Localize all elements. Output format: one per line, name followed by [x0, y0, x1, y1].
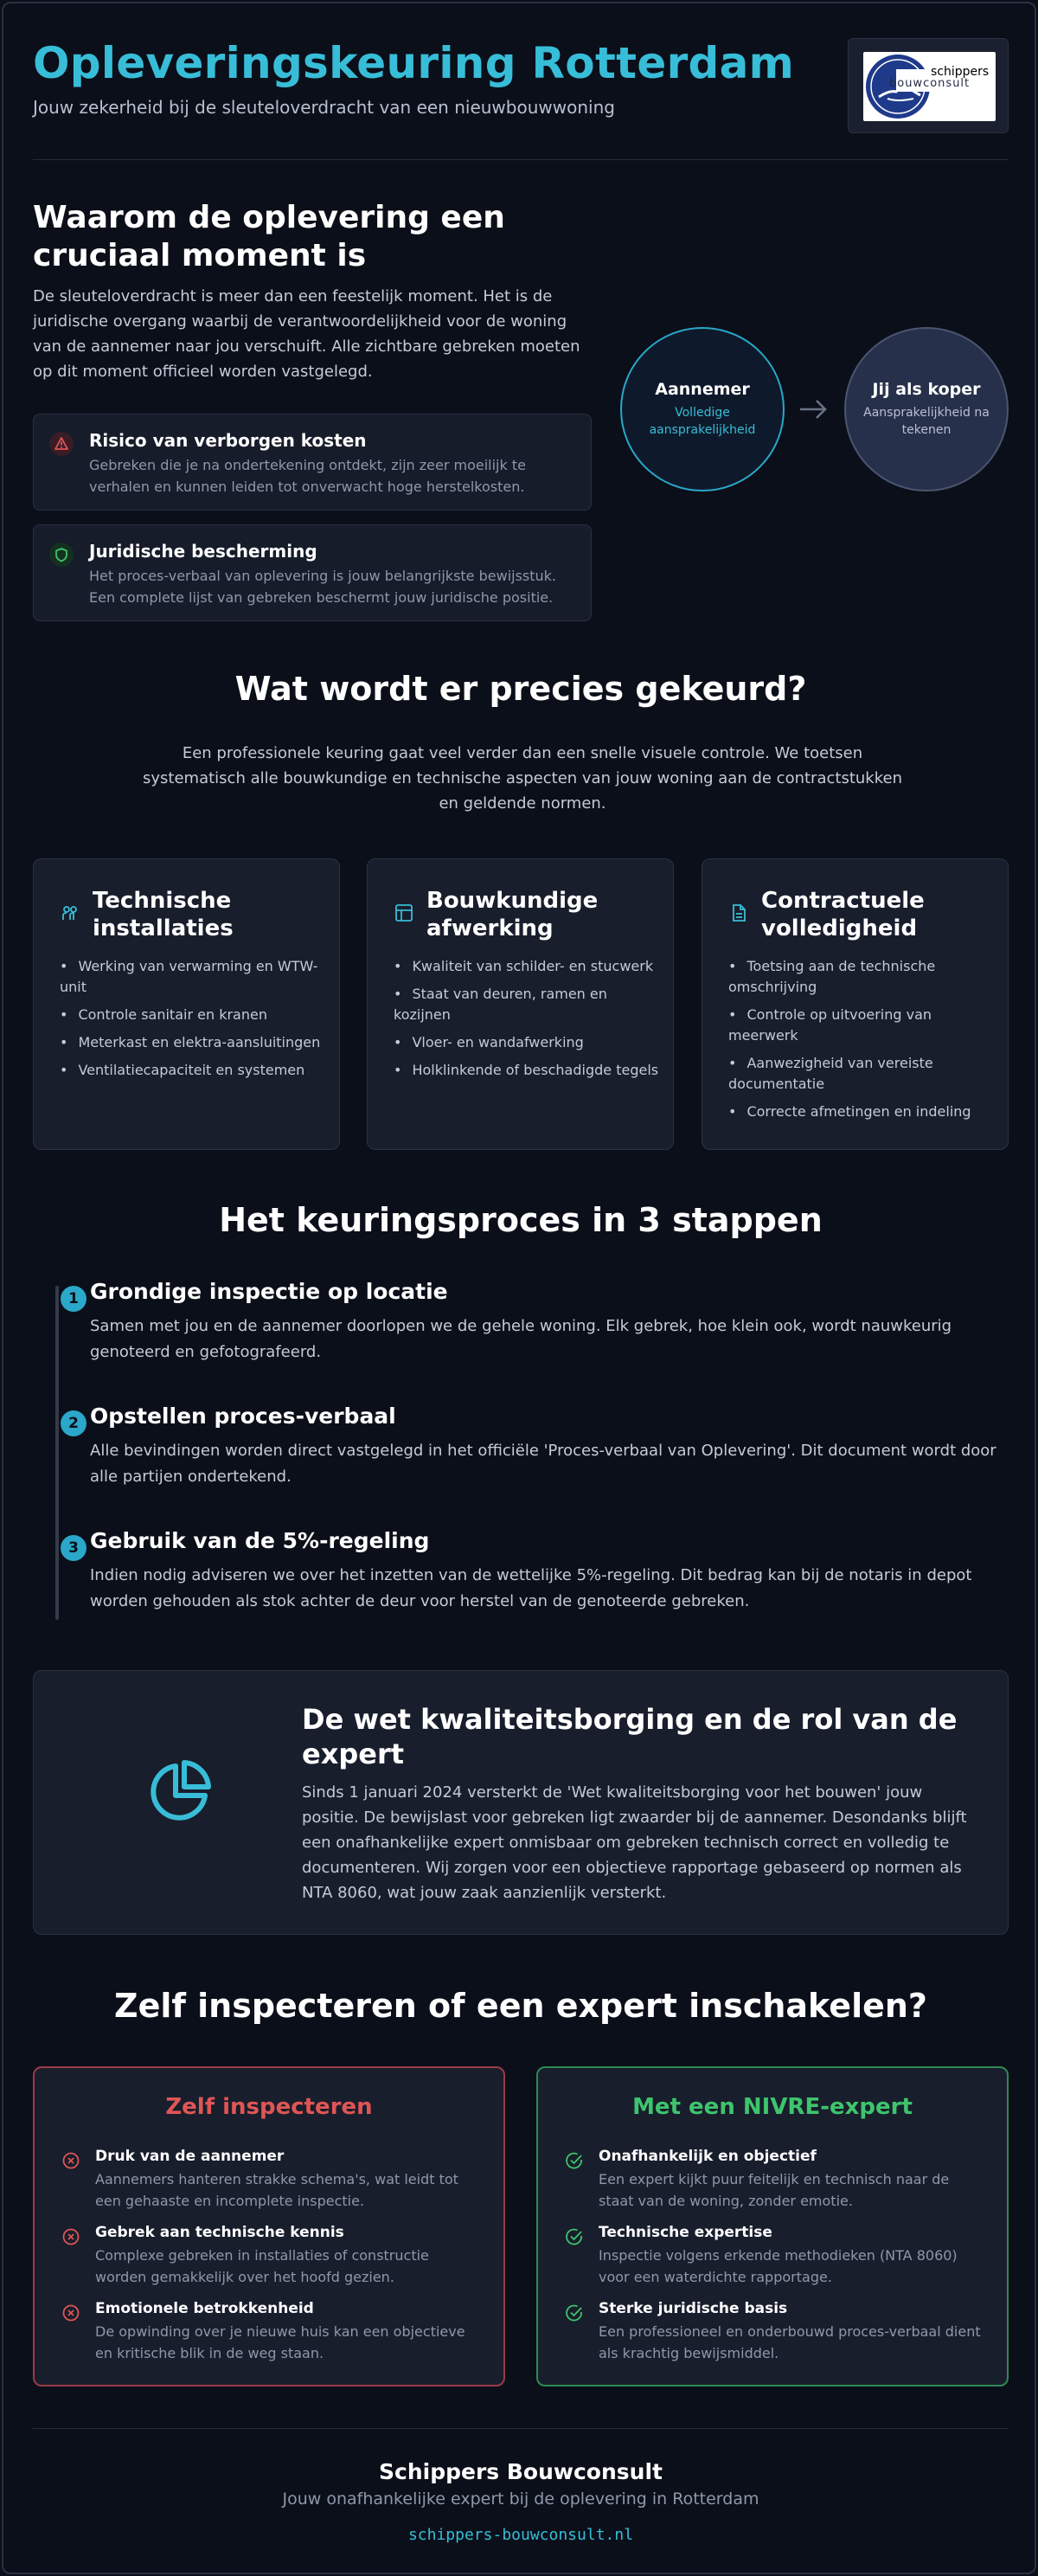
- law-text: Sinds 1 januari 2024 versterkt de 'Wet kwaliteitsborging voor het bouwen' jouw positie. De bewijslast voor gebreken ligt zwaarder bij de aannemer. Desondanks blijft een onafhankelijke expert onmisbaar om gebreken technisch correct en volledig te documenteren. Wij zorgen voor een objectieve rapportage gebaseerd op normen als NTA 8060, wat jouw zaak aanzienlijk versterkt.: [302, 1783, 967, 1902]
- list-item: • Vloer- en wandafwerking: [394, 1032, 662, 1053]
- card-list: [394, 956, 662, 1088]
- contractor-circle: [620, 327, 785, 491]
- law-section: [33, 1670, 1009, 1935]
- info-box-text: Het proces-verbaal van oplevering is jouw belangrijkste bewijsstuk. Een complete lijst van gebreken beschermt jouw juridische positie.: [89, 568, 557, 606]
- info-box-text: Gebreken die je na ondertekening ontdekt, zijn zeer moeilijk te verhalen en kunnen leiden tot onverwacht hoge herstelkosten.: [89, 457, 526, 495]
- process-heading: Het keuringsproces in 3 stappen: [219, 1201, 823, 1239]
- installation-icon: [60, 903, 80, 923]
- column-title: Zelf inspecteren: [165, 2094, 373, 2120]
- card-contractueel: [702, 858, 1009, 1150]
- svg-text:bouwconsult: bouwconsult: [889, 77, 971, 90]
- contractor-subtitle: Volledige aansprakelijkheid: [649, 406, 756, 437]
- why-section: [33, 199, 1009, 632]
- list-item: • Controle sanitair en kranen: [60, 1005, 328, 1025]
- process-steps: [33, 1279, 1009, 1625]
- check-circle-icon: [566, 2304, 583, 2322]
- item-text: Aannemers hanteren strakke schema's, wat leidt tot een gehaaste en incomplete inspectie.: [95, 2171, 458, 2209]
- x-circle-icon: [62, 2304, 80, 2322]
- divider: [33, 2428, 1009, 2429]
- card-title: Contractuele volledigheid: [761, 888, 925, 941]
- divider: [33, 159, 1009, 160]
- footer-company: Schippers Bouwconsult: [379, 2459, 663, 2484]
- why-heading: Waarom de oplevering een cruciaal moment is: [33, 200, 505, 273]
- footer-tagline: Jouw onafhankelijke expert bij de oplevering in Rotterdam: [282, 2489, 759, 2509]
- arrow-right-icon: [798, 396, 829, 422]
- what-section: [33, 670, 1009, 708]
- item-text: Een professioneel en onderbouwd proces-verbaal dient als krachtig bewijsmiddel.: [599, 2323, 981, 2361]
- chart-pie-icon: [144, 1757, 214, 1827]
- card-installaties: [33, 858, 340, 1150]
- inspection-cards: [33, 858, 1009, 1150]
- buyer-subtitle: Aansprakelijkheid na tekenen: [863, 406, 990, 437]
- buyer-title: Jij als koper: [872, 380, 981, 399]
- process-section: [33, 1201, 1009, 1239]
- list-item: • Staat van deuren, ramen en kozijnen: [394, 984, 662, 1025]
- page-subtitle: Jouw zekerheid bij de sleuteloverdracht van een nieuwbouwwoning: [33, 97, 615, 118]
- footer: [33, 2459, 1009, 2544]
- what-intro: Een professionele keuring gaat veel verder dan een snelle visuele controle. We toetsen systematisch alle bouwkundige en technische aspecten van jouw woning aan de contractstukken en geldende normen.: [143, 744, 902, 813]
- list-item: • Werking van verwarming en WTW-unit: [60, 956, 328, 998]
- x-circle-icon: [62, 2152, 80, 2169]
- check-circle-icon: [566, 2152, 583, 2169]
- list-item: • Controle op uitvoering van meerwerk: [728, 1005, 996, 1046]
- law-heading: De wet kwaliteitsborging en de rol van de expert: [302, 1703, 958, 1770]
- shield-icon: [49, 543, 74, 567]
- compare-section: [33, 1987, 1009, 2025]
- timeline-line: [55, 1286, 59, 1620]
- info-box-title: Juridische bescherming: [89, 541, 317, 562]
- item-title: Gebrek aan technische kennis: [95, 2224, 344, 2241]
- info-box-risk: [33, 414, 592, 511]
- expert-column: [536, 2066, 1009, 2386]
- company-logo: [863, 52, 996, 121]
- self-inspect-column: [33, 2066, 505, 2386]
- info-box-legal: [33, 524, 592, 621]
- why-text: De sleuteloverdracht is meer dan een feestelijk moment. Het is de juridische overgang waarbij de verantwoordelijkheid voor de woning van de aannemer naar jou verschuift. Alle zichtbare gebreken moeten op dit moment officieel worden vastgelegd.: [33, 287, 580, 381]
- list-item: • Correcte afmetingen en indeling: [728, 1102, 996, 1122]
- step-title: Gebruik van de 5%-regeling: [90, 1528, 430, 1553]
- card-list: [60, 956, 328, 1088]
- step-number: 1: [61, 1286, 86, 1312]
- item-title: Emotionele betrokkenheid: [95, 2300, 314, 2317]
- footer-website-link[interactable]: schippers-bouwconsult.nl: [407, 2526, 634, 2544]
- svg-text:schippers: schippers: [931, 65, 990, 79]
- layout-icon: [394, 903, 414, 923]
- list-item: • Holklinkende of beschadigde tegels: [394, 1060, 662, 1081]
- card-list: [728, 956, 996, 1129]
- contractor-title: Aannemer: [655, 380, 750, 399]
- buyer-circle: [844, 327, 1009, 491]
- list-item: • Meterkast en elektra-aansluitingen: [60, 1032, 328, 1053]
- step-number: 2: [61, 1410, 86, 1436]
- column-title: Met een NIVRE-expert: [632, 2094, 913, 2120]
- info-box-title: Risico van verborgen kosten: [89, 430, 367, 451]
- compare-heading: Zelf inspecteren of een expert inschakelen?: [114, 1987, 927, 2025]
- page-frame: [2, 2, 1036, 2574]
- step-text: Indien nodig adviseren we over het inzetten van de wettelijke 5%-regeling. Dit bedrag kan bij de notaris in depot worden gehouden als stok achter de deur voor herstel van de genoteerde gebreken.: [90, 1566, 972, 1610]
- page-title: Opleveringskeuring Rotterdam: [33, 38, 795, 88]
- step-title: Grondige inspectie op locatie: [90, 1279, 448, 1304]
- item-text: De opwinding over je nieuwe huis kan een objectieve en kritische blik in de weg staan.: [95, 2323, 465, 2361]
- list-item: • Ventilatiecapaciteit en systemen: [60, 1060, 328, 1081]
- list-item: • Aanwezigheid van vereiste documentatie: [728, 1053, 996, 1095]
- warning-icon: [49, 432, 74, 456]
- document-icon: [728, 903, 749, 923]
- card-afwerking: [367, 858, 674, 1150]
- item-title: Technische expertise: [599, 2224, 772, 2241]
- list-item: • Toetsing aan de technische omschrijving: [728, 956, 996, 998]
- item-title: Druk van de aannemer: [95, 2148, 285, 2165]
- compare-columns: [33, 2066, 1009, 2386]
- x-circle-icon: [62, 2228, 80, 2245]
- what-heading: Wat wordt er precies gekeurd?: [234, 670, 807, 708]
- law-box: [33, 1670, 1009, 1935]
- item-text: Complexe gebreken in installaties of constructie worden gemakkelijk over het hoofd gezien.: [95, 2247, 429, 2285]
- card-title: Technische installaties: [93, 888, 234, 941]
- step-number: 3: [61, 1535, 86, 1561]
- item-title: Sterke juridische basis: [599, 2300, 788, 2317]
- page-header: [33, 38, 1009, 159]
- logo-container: [848, 38, 1009, 133]
- step-text: Alle bevindingen worden direct vastgelegd in het officiële 'Proces-verbaal van Oplevering'. Dit document wordt door alle partijen ondertekend.: [90, 1442, 996, 1486]
- card-title: Bouwkundige afwerking: [426, 888, 599, 941]
- step-title: Opstellen proces-verbaal: [90, 1404, 396, 1429]
- step-text: Samen met jou en de aannemer doorlopen we de gehele woning. Elk gebrek, hoe klein ook, wordt nauwkeurig genoteerd en gefotografeerd.: [90, 1317, 952, 1361]
- item-text: Een expert kijkt puur feitelijk en technisch naar de staat van de woning, zonder emotie.: [599, 2171, 950, 2209]
- check-circle-icon: [566, 2228, 583, 2245]
- list-item: • Kwaliteit van schilder- en stucwerk: [394, 956, 662, 977]
- item-title: Onafhankelijk en objectief: [599, 2148, 817, 2165]
- item-text: Inspectie volgens erkende methodieken (NTA 8060) voor een waterdichte rapportage.: [599, 2247, 958, 2285]
